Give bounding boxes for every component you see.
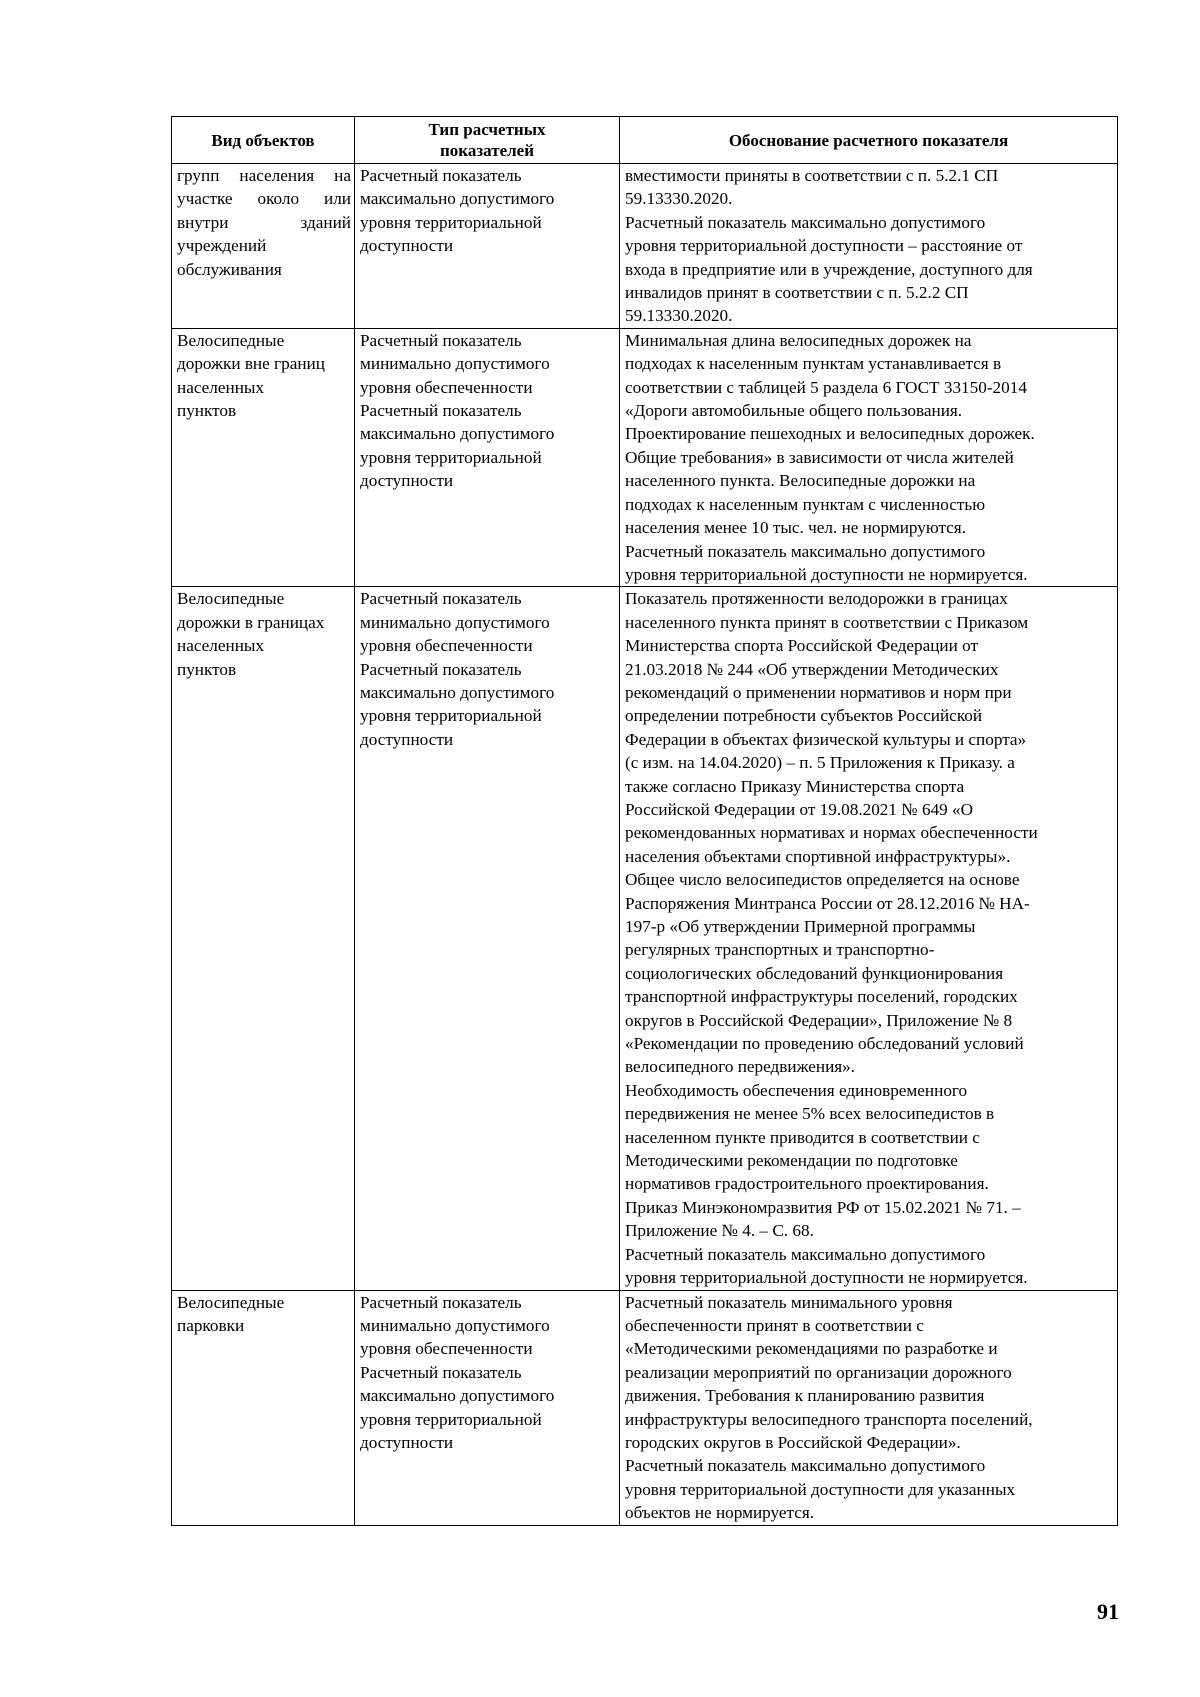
- justification-cell-line: уровня территориальной доступности – расстояние от: [625, 236, 1023, 256]
- justification-cell-line: 59.13330.2020.: [625, 189, 733, 209]
- indicator-type-cell-line: минимально допустимого: [360, 1315, 550, 1335]
- indicator-type-cell-line: минимально допустимого: [360, 354, 550, 374]
- object-type-cell-line: обслуживания: [177, 259, 282, 279]
- justification-cell-line: передвижения не менее 5% всех велосипедистов в: [625, 1104, 995, 1124]
- justification-cell-line: также согласно Приказу Министерства спорта: [625, 776, 965, 796]
- justification-cell-line: 197-р «Об утверждении Примерной программы: [625, 917, 976, 936]
- table-row: [172, 587, 1118, 1290]
- justification-cell-line: населенного пункта принят в соответствии с Приказом: [625, 612, 1029, 632]
- justification-cell-line: уровня территориальной доступности для указанных: [625, 1479, 1016, 1499]
- justification-cell-line: рекомендованных нормативах и нормах обеспеченности: [625, 823, 1038, 843]
- justification-cell-line: городских округов в Российской Федерации».: [625, 1432, 961, 1452]
- justification-cell-line: инвалидов принят в соответствии с п. 5.2.2 СП: [625, 283, 969, 303]
- justification-cell-line: уровня территориальной доступности не нормируется.: [625, 564, 1028, 584]
- object-type-cell: [172, 1290, 355, 1525]
- justification-cell-line: Расчетный показатель максимально допустимого: [625, 1456, 986, 1476]
- object-type-cell-line: участке около или: [177, 189, 351, 209]
- justification-cell-line: велосипедного передвижения».: [625, 1057, 856, 1077]
- table-body: [172, 164, 1118, 1526]
- justification-cell-line: определении потребности субъектов Российской: [625, 706, 983, 726]
- object-type-cell-line: парковки: [177, 1315, 245, 1335]
- object-type-cell-line: населенных: [177, 636, 265, 656]
- justification-cell-line: округов в Российской Федерации», Приложение № 8: [625, 1010, 1013, 1030]
- object-type-cell: [172, 328, 355, 586]
- indicator-type-cell-line: уровня территориальной: [360, 212, 542, 232]
- justification-cell-line: 59.13330.2020.: [625, 306, 733, 326]
- indicator-type-cell-line: Расчетный показатель: [360, 1292, 522, 1312]
- justification-cell-line: уровня территориальной доступности не нормируется.: [625, 1268, 1028, 1288]
- indicator-type-cell-line: Расчетный показатель: [360, 1362, 522, 1382]
- header-indicator-type-line: Тип расчетных: [428, 120, 546, 139]
- object-type-cell-line: Велосипедные: [177, 1292, 285, 1312]
- object-type-cell: [172, 587, 355, 1290]
- justification-cell: [620, 328, 1118, 586]
- justification-cell-line: объектов не нормируется.: [625, 1503, 815, 1523]
- indicator-type-cell-line: максимально допустимого: [360, 682, 555, 702]
- justification-cell-line: Расчетный показатель максимально допустимого: [625, 1244, 986, 1264]
- indicator-type-cell: [355, 587, 620, 1290]
- page-number: 91: [1097, 1599, 1119, 1624]
- justification-cell-line: Распоряжения Минтранса России от 28.12.2016 № НА-: [625, 893, 1030, 913]
- indicator-type-cell-line: уровня территориальной: [360, 447, 542, 467]
- justification-cell-line: населенного пункта. Велосипедные дорожки на: [625, 471, 976, 491]
- justification-cell-line: соответствии с таблицей 5 раздела 6 ГОСТ 33150-2014: [625, 377, 1027, 397]
- object-type-cell-line: пунктов: [177, 401, 237, 421]
- indicator-type-cell-line: максимально допустимого: [360, 1386, 555, 1406]
- indicator-type-cell: [355, 328, 620, 586]
- object-type-cell-line: Велосипедные: [177, 589, 285, 609]
- indicator-type-cell-line: максимально допустимого: [360, 424, 555, 444]
- indicator-type-cell-line: Расчетный показатель: [360, 330, 522, 350]
- justification-cell: [620, 587, 1118, 1290]
- justification-cell-line: подходах к населенным пунктам с численностью: [625, 494, 986, 514]
- justification-cell-line: движения. Требования к планированию развития: [625, 1386, 985, 1406]
- indicator-type-cell-line: Расчетный показатель: [360, 401, 522, 421]
- justification-cell-line: Расчетный показатель максимально допустимого: [625, 212, 986, 232]
- justification-cell-line: Приказ Минэкономразвития РФ от 15.02.2021 № 71. –: [625, 1197, 1021, 1217]
- justification-cell-line: населенном пункте приводится в соответствии с: [625, 1127, 980, 1147]
- justification-cell-line: Министерства спорта Российской Федерации от: [625, 636, 978, 656]
- justification-cell-line: Российской Федерации от 19.08.2021 № 649 «О: [625, 799, 974, 819]
- justification-cell-line: Проектирование пешеходных и велосипедных дорожек.: [625, 424, 1035, 444]
- justification-cell-line: (с изм. на 14.04.2020) – п. 5 Приложения к Приказу. а: [625, 753, 1015, 773]
- indicator-type-cell: [355, 164, 620, 329]
- justification-cell-line: Приложение № 4. – С. 68.: [625, 1221, 814, 1241]
- justification-cell-line: транспортной инфраструктуры поселений, городских: [625, 987, 1018, 1007]
- justification-cell-line: Расчетный показатель минимального уровня: [625, 1292, 953, 1312]
- header-object-type: Вид объектов: [172, 117, 355, 164]
- justification-cell-line: «Методическими рекомендациями по разработке и: [625, 1339, 998, 1359]
- indicator-type-cell-line: уровня обеспеченности: [360, 377, 533, 397]
- indicator-type-cell-line: Расчетный показатель: [360, 589, 522, 609]
- indicator-type-cell-line: максимально допустимого: [360, 189, 555, 209]
- object-type-cell-line: внутри зданий: [177, 212, 351, 232]
- indicator-type-cell-line: уровня обеспеченности: [360, 636, 533, 656]
- justification-cell-line: Общие требования» в зависимости от числа жителей: [625, 447, 1014, 467]
- justification-cell-line: Показатель протяженности велодорожки в границах: [625, 589, 1008, 609]
- justification-cell-line: Общее число велосипедистов определяется на основе: [625, 870, 1020, 890]
- justification-cell-line: инфраструктуры велосипедного транспорта поселений,: [625, 1409, 1033, 1429]
- justification-cell: [620, 1290, 1118, 1525]
- justification-cell-line: «Дороги автомобильные общего пользования.: [625, 401, 963, 421]
- header-indicator-type: [355, 117, 620, 164]
- justification-cell-line: нормативов градостроительного проектирования.: [625, 1174, 989, 1194]
- justification-cell-line: Необходимость обеспечения единовременного: [625, 1080, 968, 1100]
- table-row: [172, 1290, 1118, 1525]
- object-type-cell-line: дорожки вне границ: [177, 354, 325, 374]
- indicator-type-cell-line: уровня территориальной: [360, 706, 542, 726]
- object-type-cell-line: Велосипедные: [177, 330, 285, 350]
- indicator-type-cell-line: доступности: [360, 729, 454, 749]
- justification-cell-line: Минимальная длина велосипедных дорожек на: [625, 330, 972, 350]
- indicator-type-cell-line: уровня территориальной: [360, 1409, 542, 1429]
- indicator-type-cell-line: Расчетный показатель: [360, 166, 522, 185]
- object-type-cell-line: дорожки в границах: [177, 612, 325, 632]
- justification-cell-line: подходах к населенным пунктам устанавливается в: [625, 354, 1002, 374]
- justification-cell-line: рекомендаций о применении нормативов и норм при: [625, 682, 1012, 702]
- table-header-row: [172, 117, 1118, 164]
- object-type-cell-line: групп населения на: [177, 166, 351, 185]
- header-indicator-type-line: показателей: [440, 141, 534, 160]
- indicator-type-cell-line: уровня обеспеченности: [360, 1339, 533, 1359]
- object-type-cell-line: населенных: [177, 377, 265, 397]
- justification-cell-line: населения объектами спортивной инфраструктуры».: [625, 846, 1011, 866]
- table-row: [172, 164, 1118, 329]
- justification-cell-line: Расчетный показатель максимально допустимого: [625, 541, 986, 561]
- justification-cell-line: социологических обследований функционирования: [625, 963, 1004, 983]
- standards-table: [171, 116, 1118, 1526]
- justification-cell-line: населения менее 10 тыс. чел. не нормируются.: [625, 518, 967, 538]
- object-type-cell-line: учреждений: [177, 236, 267, 256]
- indicator-type-cell-line: минимально допустимого: [360, 612, 550, 632]
- justification-cell-line: «Рекомендации по проведению обследований условий: [625, 1034, 1024, 1054]
- indicator-type-cell: [355, 1290, 620, 1525]
- justification-cell-line: Методическими рекомендации по подготовке: [625, 1151, 958, 1171]
- justification-cell-line: входа в предприятие или в учреждение, доступного для: [625, 259, 1033, 279]
- justification-cell-line: вместимости приняты в соответствии с п. 5.2.1 СП: [625, 166, 999, 185]
- table-row: [172, 328, 1118, 586]
- justification-cell-line: регулярных транспортных и транспортно-: [625, 940, 935, 960]
- justification-cell-line: обеспеченности принят в соответствии с: [625, 1315, 924, 1335]
- object-type-cell: [172, 164, 355, 329]
- justification-cell: [620, 164, 1118, 329]
- indicator-type-cell-line: доступности: [360, 236, 454, 256]
- indicator-type-cell-line: доступности: [360, 1432, 454, 1452]
- justification-cell-line: реализации мероприятий по организации дорожного: [625, 1362, 1012, 1382]
- indicator-type-cell-line: доступности: [360, 471, 454, 491]
- object-type-cell-line: пунктов: [177, 659, 237, 679]
- justification-cell-line: 21.03.2018 № 244 «Об утверждении Методических: [625, 659, 999, 679]
- header-justification: Обоснование расчетного показателя: [620, 117, 1118, 164]
- indicator-type-cell-line: Расчетный показатель: [360, 659, 522, 679]
- justification-cell-line: Федерации в объектах физической культуры и спорта»: [625, 729, 1027, 749]
